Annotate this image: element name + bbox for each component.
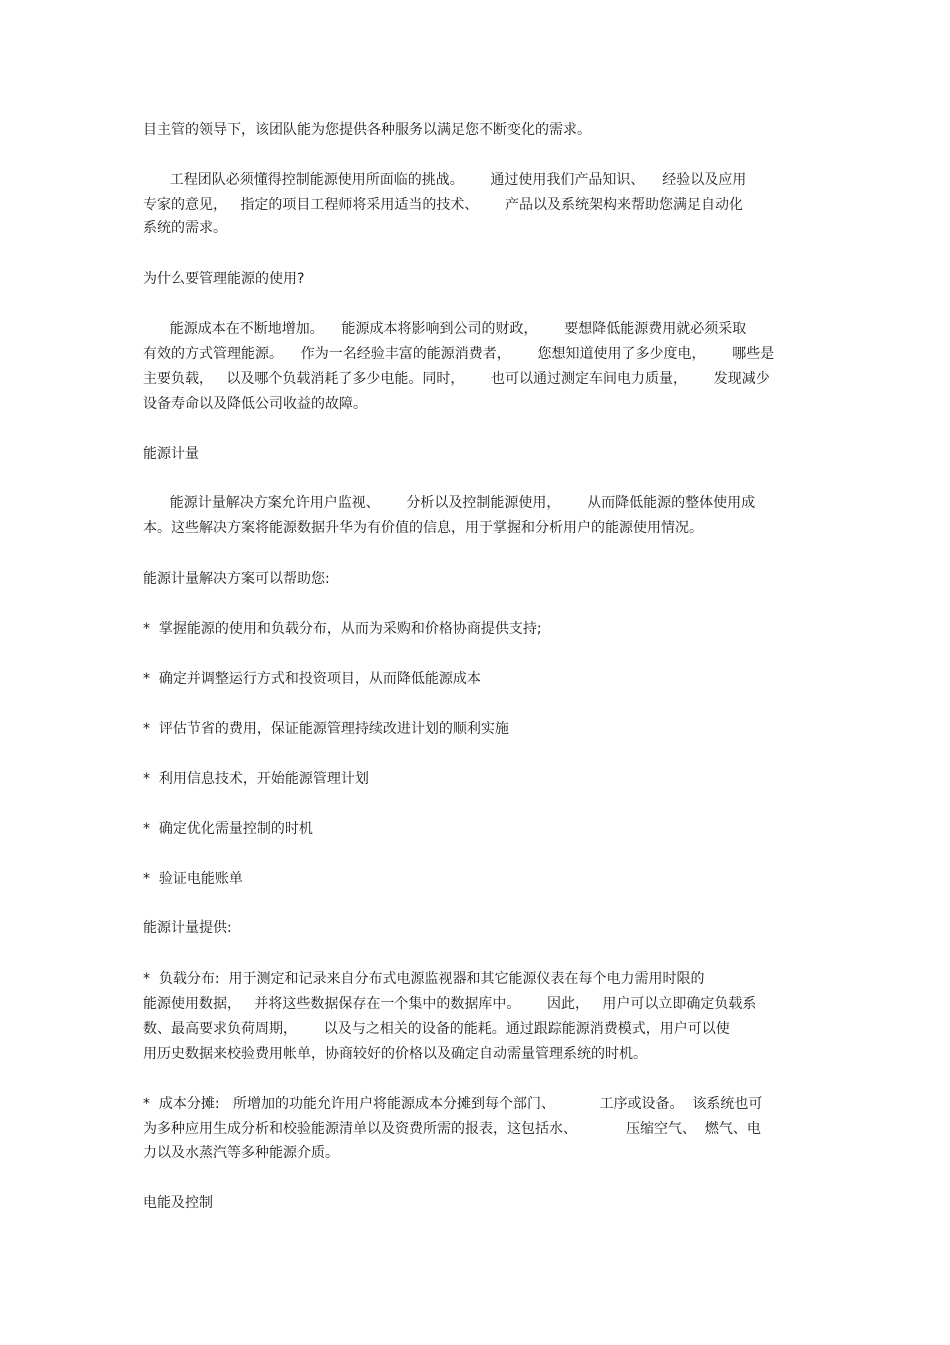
list-intro: 能源计量解决方案可以帮助您: [143, 571, 330, 587]
list-item: * 确定优化需量控制的时机 [143, 821, 313, 837]
paragraph-line: 能源使用数据， 并将这些数据保存在一个集中的数据库中。 因此， 用户可以立即确定负载系 [143, 996, 757, 1012]
paragraph-line: 本。这些解决方案将能源数据升华为有价值的信息，用于掌握和分析用户的能源使用情况。 [143, 520, 703, 536]
list-intro: 能源计量提供: [143, 920, 232, 936]
paragraph-line: 有效的方式管理能源。 作为一名经验丰富的能源消费者， 您想知道使用了多少度电， 哪些是 [143, 346, 775, 362]
list-item: * 评估节省的费用，保证能源管理持续改进计划的顺利实施 [143, 721, 509, 737]
section-heading: 能源计量 [143, 446, 199, 462]
paragraph-line: 用历史数据来校验费用帐单，协商较好的价格以及确定自动需量管理系统的时机。 [143, 1046, 647, 1062]
list-item: * 确定并调整运行方式和投资项目，从而降低能源成本 [143, 671, 481, 687]
paragraph-line: 工程团队必须懂得控制能源使用所面临的挑战。 通过使用我们产品知识、 经验以及应用 [143, 172, 747, 188]
paragraph-line: 力以及水蒸汽等多种能源介质。 [143, 1145, 339, 1161]
list-item: * 验证电能账单 [143, 871, 243, 887]
paragraph-line: 设备寿命以及降低公司收益的故障。 [143, 396, 367, 412]
list-item: * 利用信息技术，开始能源管理计划 [143, 771, 369, 787]
paragraph-line: 为多种应用生成分析和校验能源清单以及资费所需的报表，这包括水、 压缩空气、 燃气、电 [143, 1121, 761, 1137]
paragraph-line: 专家的意见， 指定的项目工程师将采用适当的技术、 产品以及系统架构来帮助您满足自动化 [143, 197, 744, 213]
section-heading: 为什么要管理能源的使用? [143, 271, 305, 287]
intro-line: 目主管的领导下，该团队能为您提供各种服务以满足您不断变化的需求。 [143, 122, 591, 138]
paragraph-line: 数、最高要求负荷周期， 以及与之相关的设备的能耗。通过跟踪能源消费模式，用户可以使 [143, 1021, 730, 1037]
section-heading: 电能及控制 [143, 1195, 213, 1211]
paragraph-line: 主要负载， 以及哪个负载消耗了多少电能。同时， 也可以通过测定车间电力质量， 发现减少 [143, 371, 770, 387]
paragraph-line: 能源计量解决方案允许用户监视、 分析以及控制能源使用， 从而降低能源的整体使用成 [143, 495, 756, 511]
paragraph-line: 能源成本在不断地增加。 能源成本将影响到公司的财政， 要想降低能源费用就必须采取 [143, 321, 747, 337]
paragraph-line: 系统的需求。 [143, 220, 227, 236]
list-item: * 掌握能源的使用和负载分布，从而为采购和价格协商提供支持; [143, 621, 542, 637]
paragraph-line: * 成本分摊: 所增加的功能允许用户将能源成本分摊到每个部门、 工序或设备。 该系统也可 [143, 1096, 763, 1112]
paragraph-line: * 负载分布: 用于测定和记录来自分布式电源监视器和其它能源仪表在每个电力需用时限的 [143, 971, 705, 987]
